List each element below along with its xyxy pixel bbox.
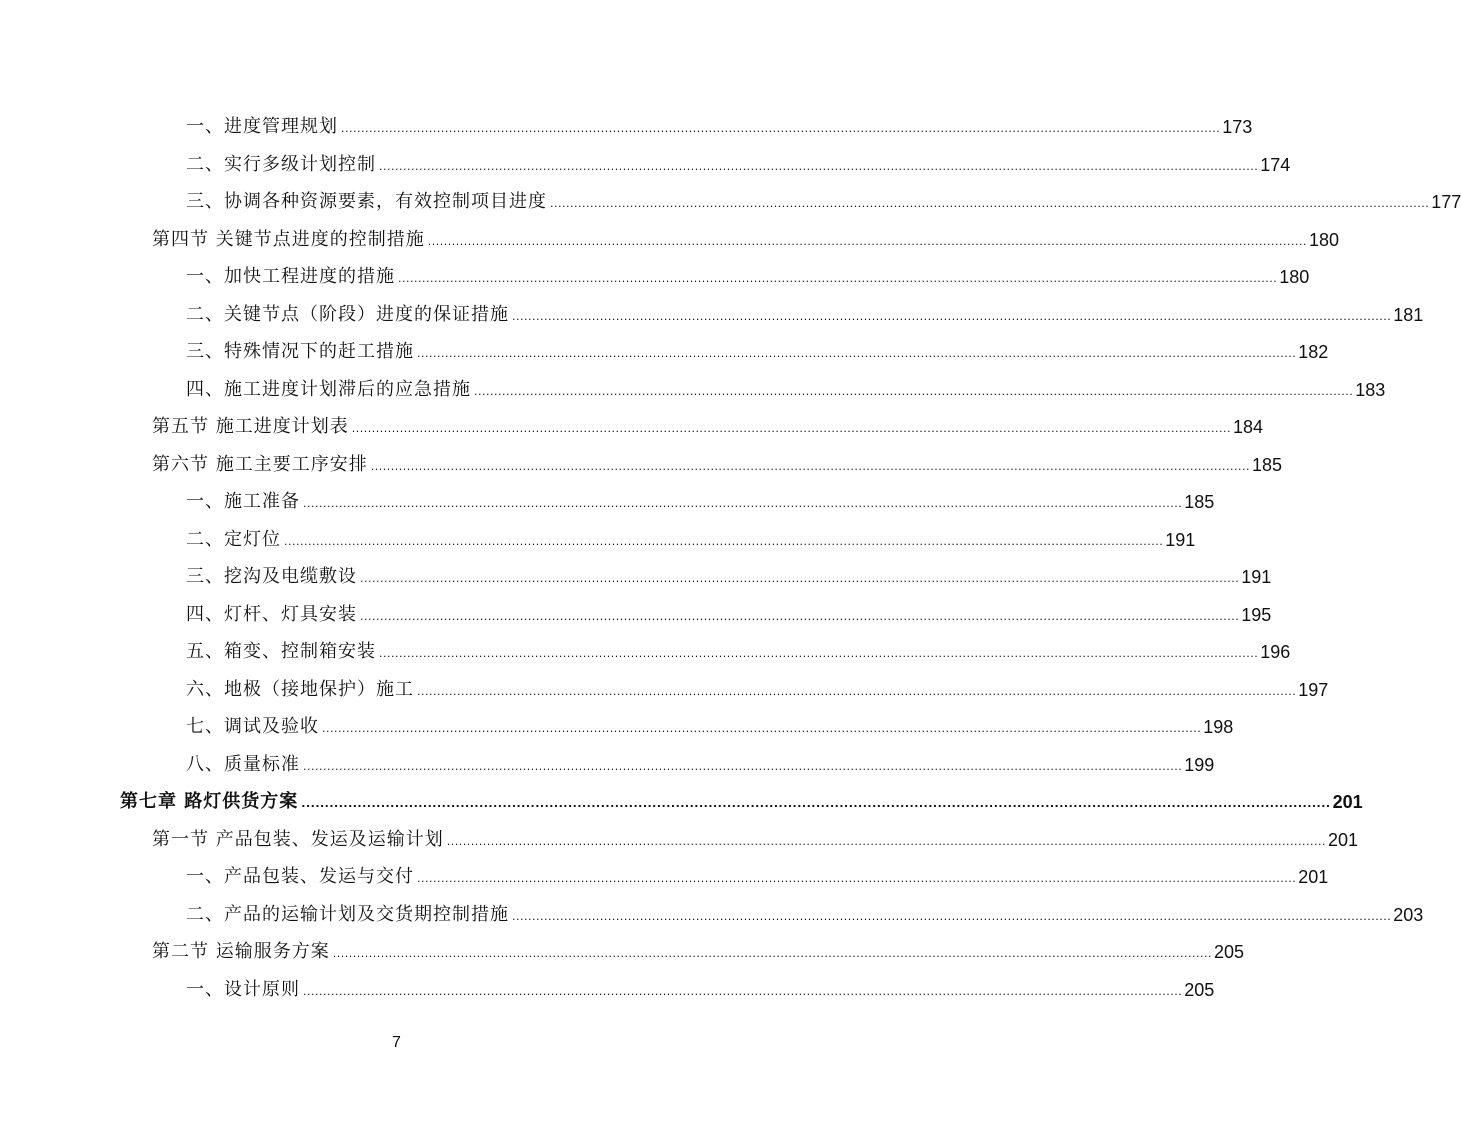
- toc-entry-page-number: 195: [1241, 604, 1272, 625]
- toc-entry-page-number: 191: [1165, 529, 1196, 550]
- toc-entry-title: 第二节 运输服务方案: [152, 941, 330, 962]
- toc-entry-page-number: 173: [1222, 117, 1253, 137]
- toc-entry-title: 一、加快工程进度的措施: [186, 266, 395, 287]
- toc-entry-title: 七、调试及验收: [186, 716, 319, 737]
- toc-entry-page-number: 185: [1184, 492, 1215, 512]
- toc-entry-title: 八、质量标准: [186, 753, 300, 775]
- toc-entry-title: 一、进度管理规划: [186, 116, 338, 137]
- toc-entry-page-number: 199: [1184, 754, 1215, 775]
- toc-dot-leader: ............................................................................................................................................................................................................................: [512, 909, 1392, 923]
- toc-entry-item[interactable]: [186, 176, 1461, 213]
- toc-entry-page-number: 201: [1332, 792, 1363, 812]
- toc-dot-leader: ............................................................................................................................................................................................................................: [446, 834, 1326, 848]
- toc-entry-title: 一、施工准备: [186, 491, 300, 512]
- toc-dot-leader: ............................................................................................................................................................................................................................: [427, 234, 1307, 248]
- toc-entry-title: 二、实行多级计划控制: [186, 153, 376, 175]
- toc-entry-page-number: 205: [1213, 942, 1245, 962]
- toc-dot-leader: ............................................................................................................................................................................................................................: [360, 609, 1240, 623]
- toc-entry-title: 第六节 施工主要工序安排: [152, 453, 368, 475]
- toc-dot-leader: ............................................................................................................................................................................................................................: [417, 872, 1297, 885]
- toc-dot-leader: ............................................................................................................................................................................................................................: [512, 309, 1392, 323]
- toc-dot-leader: ............................................................................................................................................................................................................................: [303, 984, 1183, 998]
- toc-entry-title: 第一节 产品包装、发运及运输计划: [152, 828, 444, 850]
- toc-entry-title: 三、协调各种资源要素，有效控制项目进度: [186, 191, 547, 212]
- toc-entry-title: 一、产品包装、发运与交付: [186, 866, 414, 887]
- toc-entry-title: 六、地极（接地保护）施工: [186, 678, 414, 700]
- toc-entry-section[interactable]: [152, 401, 1264, 438]
- toc-entry-page-number: 201: [1327, 829, 1359, 850]
- toc-entry-title: 三、挖沟及电缆敷设: [186, 566, 357, 587]
- toc-dot-leader: ............................................................................................................................................................................................................................: [417, 347, 1297, 360]
- toc-entry-page-number: 201: [1298, 867, 1329, 887]
- toc-dot-leader: ............................................................................................................................................................................................................................: [301, 797, 1331, 810]
- toc-entry-section[interactable]: [152, 814, 1359, 851]
- toc-entry-page-number: 177: [1431, 192, 1461, 212]
- toc-dot-leader: ............................................................................................................................................................................................................................: [303, 759, 1183, 773]
- toc-entry-title: 五、箱变、控制箱安装: [186, 641, 376, 662]
- toc-dot-leader: ............................................................................................................................................................................................................................: [417, 684, 1297, 698]
- toc-dot-leader: ............................................................................................................................................................................................................................: [370, 459, 1250, 473]
- toc-entry-item[interactable]: [186, 739, 1215, 776]
- toc-entry-title: 二、关键节点（阶段）进度的保证措施: [186, 303, 509, 325]
- toc-dot-leader: ............................................................................................................................................................................................................................: [379, 159, 1259, 173]
- toc-entry-page-number: 182: [1298, 342, 1329, 362]
- toc-entry-title: 第五节 施工进度计划表: [152, 416, 349, 437]
- page-number: 7: [392, 1034, 401, 1051]
- toc-entry-page-number: 185: [1251, 454, 1283, 475]
- toc-dot-leader: ............................................................................................................................................................................................................................: [322, 722, 1202, 735]
- toc-entry-item[interactable]: [186, 326, 1329, 363]
- toc-entry-title: 三、特殊情况下的赶工措施: [186, 341, 414, 362]
- toc-entry-item[interactable]: [186, 139, 1291, 176]
- toc-entry-title: 四、灯杆、灯具安装: [186, 603, 357, 625]
- toc-entry-item[interactable]: [186, 664, 1329, 701]
- toc-entry-item[interactable]: [186, 964, 1215, 1001]
- toc-dot-leader: ............................................................................................................................................................................................................................: [474, 384, 1354, 398]
- toc-entry-item[interactable]: [186, 514, 1196, 551]
- toc-entry-title: 四、施工进度计划滞后的应急措施: [186, 378, 471, 400]
- toc-entry-chapter[interactable]: [120, 776, 1363, 813]
- toc-entry-page-number: 196: [1260, 642, 1291, 662]
- toc-entry-item[interactable]: [186, 364, 1386, 401]
- toc-entry-page-number: 203: [1393, 904, 1424, 925]
- toc-entry-page-number: 205: [1184, 979, 1215, 1000]
- toc-entry-item[interactable]: [186, 551, 1272, 588]
- toc-entry-page-number: 183: [1355, 379, 1386, 400]
- toc-entry-item[interactable]: [186, 589, 1272, 626]
- toc-dot-leader: ............................................................................................................................................................................................................................: [360, 572, 1240, 585]
- toc-entry-item[interactable]: [186, 251, 1310, 288]
- toc-entry-page-number: 191: [1241, 567, 1272, 587]
- toc-entry-item[interactable]: [186, 851, 1329, 888]
- toc-entry-section[interactable]: [152, 214, 1340, 251]
- toc-dot-leader: ............................................................................................................................................................................................................................: [550, 197, 1430, 210]
- toc-dot-leader: ............................................................................................................................................................................................................................: [284, 534, 1164, 548]
- toc-dot-leader: ............................................................................................................................................................................................................................: [303, 497, 1183, 510]
- toc-entry-item[interactable]: [186, 701, 1234, 738]
- toc-entry-page-number: 174: [1260, 154, 1291, 175]
- toc-dot-leader: ............................................................................................................................................................................................................................: [379, 647, 1259, 660]
- toc-entry-page-number: 180: [1308, 229, 1340, 250]
- toc-entry-page-number: 198: [1203, 717, 1234, 737]
- toc-entry-title: 第七章 路灯供货方案: [120, 791, 299, 812]
- toc-entry-item[interactable]: [186, 889, 1424, 926]
- toc-entry-item[interactable]: [186, 289, 1424, 326]
- toc-entry-title: 第四节 关键节点进度的控制措施: [152, 228, 425, 250]
- toc-dot-leader: ............................................................................................................................................................................................................................: [332, 947, 1212, 960]
- toc-entry-item[interactable]: [186, 476, 1215, 513]
- toc-dot-leader: ............................................................................................................................................................................................................................: [351, 422, 1231, 435]
- toc-entry-section[interactable]: [152, 439, 1283, 476]
- toc-dot-leader: ............................................................................................................................................................................................................................: [398, 272, 1278, 285]
- toc-entry-page-number: 180: [1279, 267, 1310, 287]
- toc-entry-title: 二、产品的运输计划及交货期控制措施: [186, 903, 509, 925]
- toc-entry-section[interactable]: [152, 926, 1245, 963]
- toc-entry-page-number: 197: [1298, 679, 1329, 700]
- toc-entry-item[interactable]: [186, 626, 1291, 663]
- toc-entry-page-number: 181: [1393, 304, 1424, 325]
- toc-dot-leader: ............................................................................................................................................................................................................................: [341, 122, 1221, 135]
- toc-entry-title: 一、设计原则: [186, 978, 300, 1000]
- toc-entry-title: 二、定灯位: [186, 528, 281, 550]
- toc-entry-page-number: 184: [1232, 417, 1264, 437]
- toc-entry-item[interactable]: [186, 101, 1253, 138]
